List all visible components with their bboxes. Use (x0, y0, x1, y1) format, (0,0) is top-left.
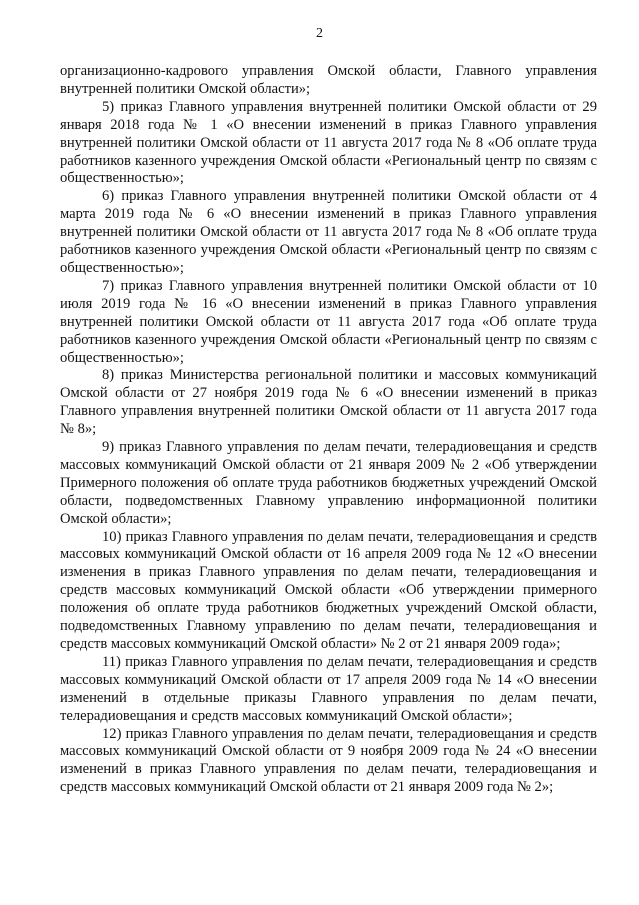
list-item-12: 12) приказ Главного управления по делам печати, телерадиовещания и средств массовых коммуникаций Омской области от 9 ноября 2009 года № 24 «О внесении изменений в приказ Главного управления по делам печати, телерадиовещания и средств массовых коммуникаций Омской области от 21 января 2009 года № 2»; (60, 725, 597, 796)
document-body (60, 63, 597, 797)
paragraph-continuation: организационно-кадрового управления Омской области, Главного управления внутренней политики Омской области»; (60, 63, 597, 97)
list-item-9: 9) приказ Главного управления по делам печати, телерадиовещания и средств массовых коммуникаций Омской области от 21 января 2009 № 2 «Об утверждении Примерного положения об оплате труда работников бюджетных учреждений Омской области, подведомственных Главному управлению информационной политики Омской области»; (60, 439, 597, 527)
list-item-10: 10) приказ Главного управления по делам печати, телерадиовещания и средств массовых коммуникаций Омской области от 16 апреля 2009 года № 12 «О внесении изменения в приказ Главного управления по делам печати, телерадиовещания и средств массовых коммуникаций Омской области «Об утверждении примерного положения об оплате труда работников бюджетных учреждений Омской области, подведомственных Главному управлению по делам печати, телерадиовещания и средств массовых коммуникаций Омской области» № 2 от 21 января 2009 года»; (60, 528, 597, 652)
list-item-11: 11) приказ Главного управления по делам печати, телерадиовещания и средств массовых коммуникаций Омской области от 17 апреля 2009 года № 14 «О внесении изменений в отдельные приказы Главного управления по делам печати, телерадиовещания и средств массовых коммуникаций Омской области»; (60, 653, 597, 724)
list-item-6: 6) приказ Главного управления внутренней политики Омской области от 4 марта 2019 года № 6 «О внесении изменений в приказ Главного управления внутренней политики Омской области от 11 августа 2017 года № 8 «Об оплате труда работников казенного учреждения Омской области «Региональный центр по связям с общественностью»; (60, 188, 597, 276)
page-number: 2 (316, 26, 323, 41)
list-item-5: 5) приказ Главного управления внутренней политики Омской области от 29 января 2018 года № 1 «О внесении изменений в приказ Главного управления внутренней политики Омской области от 11 августа 2017 года № 8 «Об оплате труда работников казенного учреждения Омской области «Региональный центр по связям с общественностью»; (60, 98, 597, 187)
list-item-7: 7) приказ Главного управления внутренней политики Омской области от 10 июля 2019 года № 16 «О внесении изменений в приказ Главного управления внутренней политики Омской области от 11 августа 2017 года «Об оплате труда работников казенного учреждения Омской области «Региональный центр по связям с общественностью»; (60, 277, 597, 366)
list-item-8: 8) приказ Министерства региональной политики и массовых коммуникаций Омской области от 27 ноября 2019 года № 6 «О внесении изменений в приказ Главного управления внутренней политики Омской области от 11 августа 2017 года № 8»; (60, 367, 597, 438)
